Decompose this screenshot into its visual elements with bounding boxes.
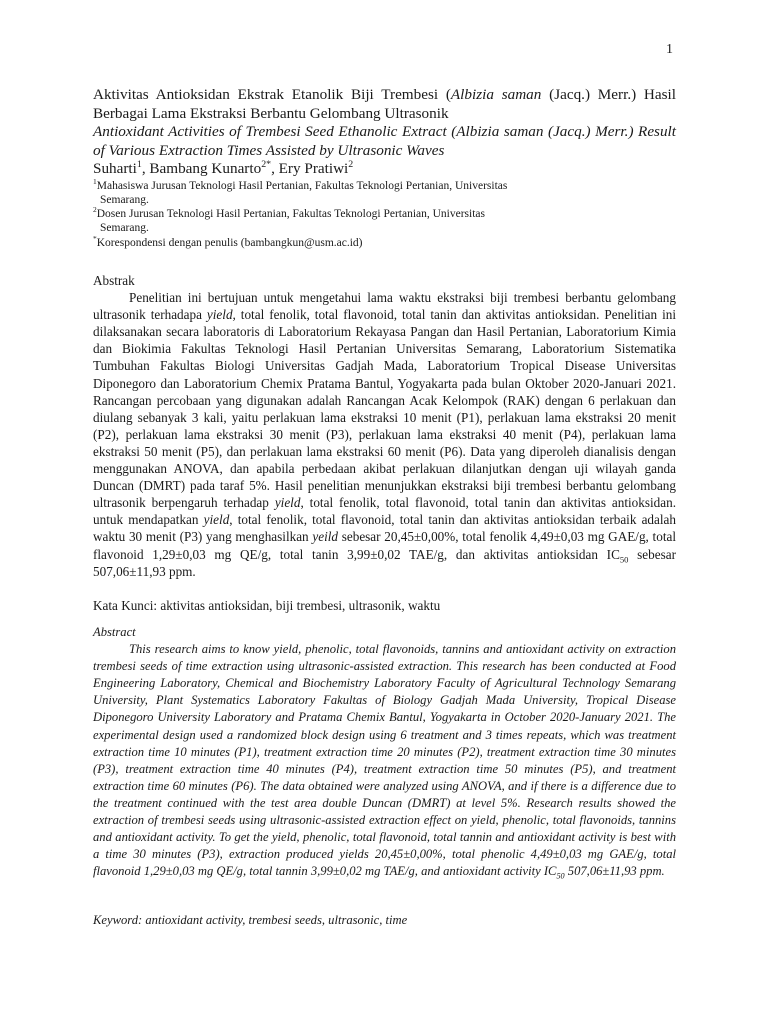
- kata-kunci: Kata Kunci: aktivitas antioksidan, biji trembesi, ultrasonik, waktu: [93, 598, 441, 613]
- title-english: Antioxidant Activities of Trembesi Seed Ethanolic Extract (Albizia saman (Jacq.) Merr.) Result of Various Extraction Times Assisted by Ultrasonic Waves: [93, 123, 676, 159]
- authors: Suharti$^1$, Bambang Kunarto$^{2*}$, Ery Pratiwi$^2$: [93, 158, 354, 177]
- author-mark: 2*: [261, 158, 272, 170]
- keyword-english: Keyword: antioxidant activity, trembesi seeds, ultrasonic, time: [93, 913, 408, 927]
- page-number: 1: [666, 42, 673, 57]
- affiliation: $^2$Dosen Jurusan Teknologi Hasil Pertanian, Fakultas Teknologi Pertanian, Universitas Semarang.: [93, 205, 485, 235]
- title-block: [93, 86, 676, 250]
- abstrak-heading: Abstrak: [93, 273, 135, 288]
- author-name: Ery Pratiwi: [278, 160, 349, 177]
- abstract-section: [93, 624, 676, 880]
- author-name: Suharti: [93, 160, 137, 177]
- correspondence: *Korespondensi dengan penulis (bambangkun@usm.ac.id): [93, 233, 363, 249]
- species-name: Albizia saman: [450, 86, 542, 103]
- abstract-heading: Abstract: [93, 625, 136, 639]
- author-mark: 1: [136, 158, 142, 170]
- title-indonesian: Aktivitas Antioksidan Ekstrak Etanolik Biji Trembesi (Albizia saman (Jacq.) Merr.) Hasil Berbagai Lama Ekstraksi Berbantu Gelombang Ultrasonik: [93, 86, 676, 122]
- abstrak-section: [93, 272, 676, 580]
- author-mark: 2: [348, 158, 354, 170]
- abstrak-body: Penelitian ini bertujuan untuk mengetahui lama waktu ekstraksi biji trembesi berbantu gelombang ultrasonik terhadapa yield, total fenolik, total flavonoid, total tanin dan aktivitas antioksidan. Penelitian ini dilaksanakan secara laboratoris di Laboratorium Rekayasa Pangan dan Hasil Pertanian, Laboratorium Kimia dan Biokimia Fakultas Teknologi Hasil Pertanian Universitas Semarang, Laboratorium Sistematika Tumbuhan Fakultas Biologi Universitas Gadjah Mada, Laboratorium Tropical Disease Universitas Diponegoro dan Laboratorium Chemix Pratama Bantul, Yogyakarta pada bulan Oktober 2020-Januari 2021. Rancangan percobaan yang digunakan adalah Rancangan Acak Kelompok (RAK) dengan 6 perlakuan dan diulang sebanyak 3 kali, yaitu perlakuan lama ekstraksi 10 menit (P1), perlakuan lama ekstraksi 20 menit (P2), perlakuan lama ekstraksi 30 menit (P3), perlakuan lama ekstraksi 40 menit (P4), perlakuan lama ekstraksi 50 menit (P5), dan perlakuan lama ekstraksi 60 menit (P6). Data yang diperoleh dianalisis dengan menggunakan ANOVA, dan apabila perbedaan akibat perlakuan dilanjutkan dengan uji wilayah ganda Duncan (DMRT) pada taraf 5%. Hasil penelitian menunjukkan ekstraksi biji trembesi berbantu gelombang ultrasonik berpengaruh terhadap yield, total fenolik, total flavonoid, total tanin dan aktivitas antioksidan. untuk mendapatkan yield, total fenolik, total flavonoid, total tanin dan aktivitas antioksidan terbaik adalah waktu 30 menit (P3) yang menghasilkan yeild sebesar 20,45±0,00%, total fenolik 4,49±0,03 mg GAE/g, total flavonoid 1,29±0,03 mg QE/g, total tanin 3,99±0,02 TAE/g, dan aktivitas antioksidan $IC_{50}$ sebesar 507,06±11,93 ppm.: [93, 290, 677, 579]
- affiliation: $^1$Mahasiswa Jurusan Teknologi Hasil Pertanian, Fakultas Teknologi Pertanian, Universitas Semarang.: [93, 176, 508, 206]
- author-name: Bambang Kunarto: [149, 160, 262, 177]
- abstract-body: This research aims to know yield, phenolic, total flavonoids, tannins and antioxidant activity on extraction trembesi seeds of time extraction using ultrasonic-assisted extraction. This research has been conducted at Food Engineering Laboratory, Chemical and Biochemistry Laboratory Faculty of Agricultural Technology Semarang University, Plant Systematics Laboratory Fakultas of Biology Gadjah Mada University, Tropical Disease Diponegoro University Laboratory and Pratama Chemix Bantul, Yogyakarta in October 2020-January 2021. The experimental design used a randomized block design using 6 treatment and 3 times repeats, which was treatment extraction time 10 minutes (P1), treatment extraction time 20 minutes (P2), treatment extraction time 30 minutes (P3), treatment extraction time 40 minutes (P4), treatment extraction time 50 minutes (P5), and treatment extraction time 60 minutes (P6). The data obtained were analyzed using ANOVA, and if there is a difference due to the treatment continued with the test area double Duncan (DMRT) at level 5%. Research results showed the extraction of trembesi seeds using ultrasonic-assisted extraction effect on yield, phenolic, total flavonoids, tannins and antioxidant activity. To get the yield, phenolic, total flavonoid, total tannin and antioxidant activity is best with a time 30 minutes (P3), extraction produced yields 20,45±0,00%, total phenolic 4,49±0,03 mg GAE/g, total flavonoid 1,29±0,03 mg QE/g, total tannin 3,99±0,02 mg TAE/g, and antioxidant activity $IC_{50}$ 507,06±11,93 ppm.: [93, 642, 676, 881]
